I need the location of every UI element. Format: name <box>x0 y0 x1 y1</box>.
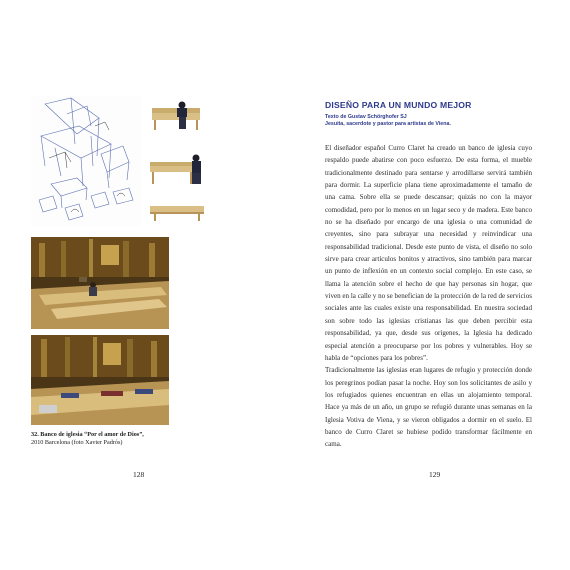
page-number-left: 128 <box>133 470 145 479</box>
bench-photo-seated <box>148 99 206 135</box>
paragraph-2: Tradicionalmente las iglesias eran lugares de refugio y protección donde los peregrinos podían pasar la noche. Hoy son los solicitantes de asilo y los refugiados quienes encuentran en ellas un alojamiento temporal. Hace ya más de un año, un grupo se refugió durante unas semanas en la Iglesia Votiva de Viena, y se vieron obligados a dormir en el suelo. El banco de Curro Claret se hubiese podido transformar fácilmente en cama. <box>325 366 532 449</box>
church-bench-photo-2 <box>31 335 169 425</box>
bench-photo-flat <box>148 196 206 226</box>
byline-author: Texto de Gustav Schörghofer SJ <box>325 114 407 120</box>
page-number-right: 129 <box>429 470 441 479</box>
bench-sketch-illustration <box>31 96 141 226</box>
article-body <box>325 142 532 451</box>
caption-credit: 2010 Barcelona (foto Xavier Padrós) <box>31 439 123 446</box>
article-byline <box>325 114 565 129</box>
church-bench-photo-1 <box>31 237 169 329</box>
caption-title: 32. Banco de iglesia “Por el amor de Dios”, <box>31 431 144 438</box>
right-page <box>285 0 570 570</box>
article-heading: DISEÑO PARA UN MUNDO MEJOR <box>325 100 472 110</box>
byline-role: Jesuita, sacerdote y pastor para artistas de Viena. <box>325 121 451 128</box>
paragraph-1: El diseñador español Curro Claret ha creado un banco de iglesia cuyo respaldo puede abatirse con poco esfuerzo. De esta forma, el mueble tradicionalmente destinado para sentarse y arrodillarse servirá también para dormir. La superficie plana tiene aproximadamente el tamaño de una cama. Sobre ella se puede descansar; quizás no con la mayor comodidad, pero por lo menos en un lugar seco y de madera. Este banco no se ha diseñado por encargo de una iglesia o una comunidad de creyentes, sino para subrayar una necesidad y reinvindicar una responsabilidad tradicional. Desde este punto de vista, el diseño no solo sirve para crear artículos bonitos y atractivos, sino también para marcar un punto de inflexión en un contexto social complejo. En este caso, se llama la atención sobre el hecho de que hay personas sin hogar, que viven en la calle y no se benefician de la protección de la red de servicios sociales ante las cuales existe una responsabilidad. En nuestra sociedad son sobre todo las iglesias cristianas las que deben percibir esta responsabilidad, ya que, desde sus orígenes, la Iglesia ha dedicado especial atención a preocuparse por los pobres y vulnerables. Hoy se habla de “opciones para los pobres”. <box>325 144 532 362</box>
figure-caption <box>31 431 191 447</box>
bench-photo-kneeling <box>148 152 206 188</box>
